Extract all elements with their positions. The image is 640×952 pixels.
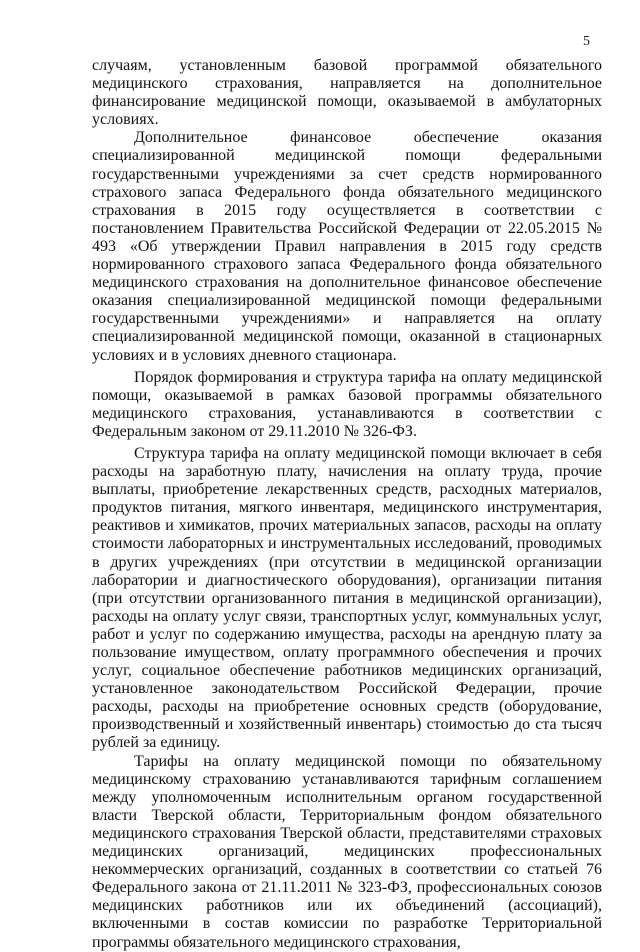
document-body xyxy=(92,57,602,952)
paragraph-tariff-procedure: Порядок формирования и структура тарифа на оплату медицинской помощи, оказываемой в рамках базовой программы обязательного медицинского страхования, устанавливаются в соответствии с Федеральным законом от 29.11.2010 № 326-ФЗ. xyxy=(92,368,602,440)
page-number: 5 xyxy=(583,34,590,49)
paragraph-continuation: случаям, установленным базовой программой обязательного медицинского страхования, направляется на дополнительное финансирование медицинской помощи, оказываемой в амбулаторных условиях. xyxy=(92,57,602,129)
paragraph-additional-financing: Дополнительное финансовое обеспечение оказания специализированной медицинской помощи федеральными государственными учреждениями за счет средств нормированного страхового запаса Федерального фонда обязательного медицинского страхования в 2015 году осуществляется в соответствии с постановлением Правительства Российской Федерации от 22.05.2015 № 493 «Об утверждении Правил направления в 2015 году средств нормированного страхового запаса Федерального фонда обязательного медицинского страхования на дополнительное финансовое обеспечение оказания специализированной медицинской помощи федеральными государственными учреждениями» и направляется на оплату специализированной медицинской помощи, оказанной в стационарных условиях и в условиях дневного стационара. xyxy=(92,129,602,364)
paragraph-tariff-agreement: Тарифы на оплату медицинской помощи по обязательному медицинскому страхованию устанавливаются тарифным соглашением между уполномоченным исполнительным органом государственной власти Тверской области, Территориальным фондом обязательного медицинского страхования Тверской области, представителями страховых медицинских организаций, медицинских профессиональных некоммерческих организаций, созданных в соответствии со статьей 76 Федерального закона от 21.11.2011 № 323-ФЗ, профессиональных союзов медицинских работников или их объединений (ассоциаций), включенными в состав комиссии по разработке Территориальной программы обязательного медицинского страхования, xyxy=(92,752,602,951)
paragraph-tariff-structure: Структура тарифа на оплату медицинской помощи включает в себя расходы на заработную плату, начисления на оплату труда, прочие выплаты, приобретение лекарственных средств, расходных материалов, продуктов питания, мягкого инвентаря, медицинского инструментария, реактивов и химикатов, прочих материальных запасов, расходы на оплату стоимости лабораторных и инструментальных исследований, проводимых в других учреждениях (при отсутствии в медицинской организации лаборатории и диагностического оборудования), организации питания (при отсутствии организованного питания в медицинской организации), расходы на оплату услуг связи, транспортных услуг, коммунальных услуг, работ и услуг по содержанию имущества, расходы на арендную плату за пользование имуществом, оплату программного обеспечения и прочих услуг, социальное обеспечение работников медицинских организаций, установленное законодательством Российской Федерации, прочие расходы, расходы на приобретение основных средств (оборудование, производственный и хозяйственный инвентарь) стоимостью до ста тысяч рублей за единицу. xyxy=(92,444,602,752)
